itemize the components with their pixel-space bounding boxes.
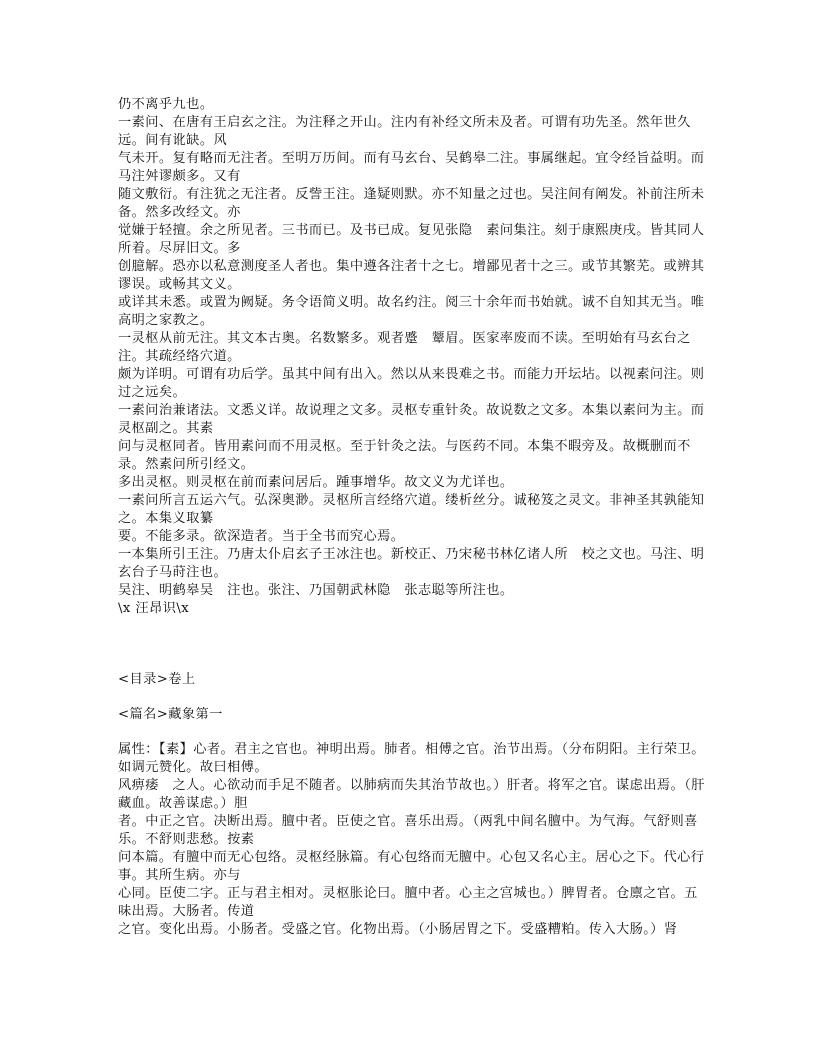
body-line: 问本篇。有膻中而无心包络。灵枢经脉篇。有心包络而无膻中。心包又名心主。居心之下。代心行事。其所生病。亦与 <box>118 850 705 883</box>
section-gap <box>118 618 708 671</box>
document-page <box>118 96 708 939</box>
body-line: 之官。变化出焉。小肠者。受盛之官。化物出焉。（小肠居胃之下。受盛糟粕。传入大肠。）肾 <box>118 922 678 937</box>
preface-line: 颇为详明。可谓有功后学。虽其中间有出入。然以从来畏难之书。而能力开坛坫。以视素问注。则过之远矣。 <box>118 367 705 400</box>
preface-line: 问与灵枢同者。皆用素问而不用灵枢。至于针灸之法。与医药不同。本集不暇旁及。故概删而不录。然素问所引经文。 <box>118 439 691 472</box>
body-line: 风痹痿 之人。心欲动而手足不随者。以肺病而失其治节故也。）肝者。将军之官。谋虑出焉。（肝藏血。故善谋虑。）胆 <box>118 778 705 811</box>
preface-line: 仍不离乎九也。 <box>118 97 214 112</box>
preface-line: 气未开。复有略而无注者。至明万历间。而有马玄台、吴鹤皋二注。事属继起。宜令经旨益明。而马注舛谬颇多。又有 <box>118 151 705 184</box>
body-line: 属性：【素】心者。君主之官也。神明出焉。肺者。相傅之官。治节出焉。（分布阴阳。主行荣卫。如调元赞化。故曰相傅。 <box>118 742 705 775</box>
preface-line: 要。不能多录。欲深造者。当于全书而究心焉。 <box>118 529 405 544</box>
preface-line: 觉嫌于轻擅。余之所见者。三书而已。及书已成。复见张隐 素问集注。刻于康熙庚戌。皆其同人所着。尽屏旧文。多 <box>118 223 705 256</box>
preface-line: 一本集所引王注。乃唐太仆启玄子王冰注也。新校正、乃宋秘书林亿诸人所 校之文也。马注、明玄台子马莳注也。 <box>118 547 705 580</box>
preface-line: 一素问治兼诸法。文悉义详。故说理之文多。灵枢专重针灸。故说数之文多。本集以素问为主。而灵枢副之。其素 <box>118 403 705 436</box>
body-line: 者。中正之官。决断出焉。膻中者。臣使之官。喜乐出焉。（两乳中间名膻中。为气海。气舒则喜乐。不舒则悲愁。按素 <box>118 814 698 847</box>
catalog-heading: <目录>卷上 <box>118 672 196 687</box>
chapter-heading: <篇名>藏象第一 <box>118 707 223 722</box>
body-line: 心同。臣使二字。正与君主相对。灵枢胀论曰。膻中者。心主之宫城也。）脾胃者。仓廪之官。五味出焉。大肠者。传道 <box>118 886 698 919</box>
section-gap <box>118 689 708 706</box>
preface-signature: \x 汪昂识\x <box>118 601 190 616</box>
preface-line: 或详其未悉。或置为阙疑。务令语简义明。故名约注。阅三十余年而书始就。诚不自知其无当。唯高明之家教之。 <box>118 295 705 328</box>
preface-line: 多出灵枢。则灵枢在前而素问居后。踵事增华。故文义为尤详也。 <box>118 475 514 490</box>
section-gap <box>118 724 708 741</box>
preface-line: 创臆解。恐亦以私意测度圣人者也。集中遵各注者十之七。增鄙见者十之三。或节其繁芜。或辨其谬误。或畅其文义。 <box>118 259 705 292</box>
preface-line: 一素问、在唐有王启玄之注。为注释之开山。注内有补经文所未及者。可谓有功先圣。然年世久远。间有讹缺。风 <box>118 115 691 148</box>
preface-line: 一素问所言五运六气。弘深奥渺。灵枢所言经络穴道。缕析丝分。诚秘笈之灵文。非神圣其孰能知之。本集义取纂 <box>118 493 705 526</box>
preface-line: 一灵枢从前无注。其文本古奥。名数繁多。观者蹙 颦眉。医家率废而不读。至明始有马玄台之注。其疏经络穴道。 <box>118 331 691 364</box>
preface-line: 随文敷衍。有注犹之无注者。反訾王注。逢疑则默。亦不知量之过也。吴注间有阐发。补前注所未备。然多改经文。亦 <box>118 187 705 220</box>
preface-line: 吴注、明鹤皋吴 注也。张注、乃国朝武林隐 张志聪等所注也。 <box>118 583 514 598</box>
